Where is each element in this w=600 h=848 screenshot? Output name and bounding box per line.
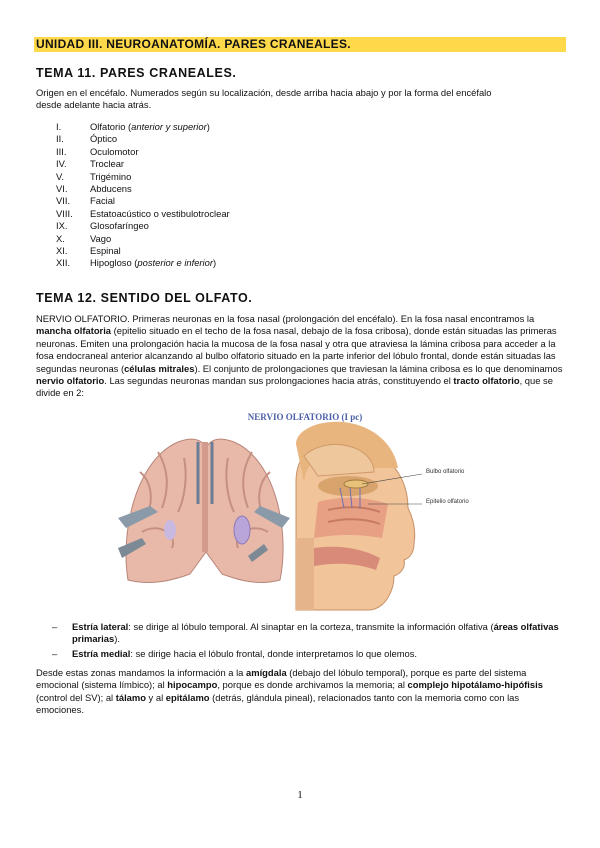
p1-text-f: , que se divide en 2: <box>36 375 553 399</box>
head-sagittal-illustration <box>296 422 415 610</box>
cranial-nerve-list <box>56 121 376 270</box>
bullet-dash: – <box>52 647 58 659</box>
term-hipocampo: hipocampo <box>167 679 218 691</box>
bullet-dash: – <box>52 621 58 632</box>
term-tracto-olfatorio: tracto olfatorio <box>453 375 520 387</box>
p2-text-c: (debajo del lóbulo temporal), porque es parte del sistema emocional (sistema límbico); al <box>36 667 527 691</box>
tema11-intro <box>36 87 566 112</box>
p1-text-e: . Las segundas neuronas mandan sus prolongaciones hacia atrás, constituyendo el <box>104 375 454 387</box>
p1-text-c: (epitelio situado en el techo de la fosa nasal, debajo de la fosa cribosa), donde están situadas las primeras neuronas. Emiten una prolongación hacia la mucosa de la fosa nasal y otra que atraviesa la lámina cribosa para acceder a la fosa endocraneal anterior alcanzando al bulbo olfatorio situado en la parte inferior del lóbulo frontal, donde están situadas las segundas neuronas ( <box>36 325 557 374</box>
list-item <box>56 245 376 257</box>
list-item <box>56 233 376 245</box>
tema11-intro-line1: Origen en el encéfalo. Numerados según su localización, desde arriba hacia abajo y por la forma del encéfalo <box>36 87 492 98</box>
term-nervio-olfatorio: nervio olfatorio <box>36 375 105 387</box>
p1-text-d: ). El conjunto de prolongaciones que traviesan la lámina cribosa es lo que denominamos <box>194 362 563 374</box>
nerve-number: II. <box>56 133 64 145</box>
bullet-text-a: : se dirige al lóbulo temporal. Al sinaptar en la corteza, transmite la información olfativa ( <box>128 621 494 632</box>
list-item <box>56 257 376 269</box>
list-item <box>52 648 568 660</box>
nerve-name: Glosofaríngeo <box>90 220 149 232</box>
tema12-heading: TEMA 12. SENTIDO DEL OLFATO. <box>36 291 253 305</box>
olfactory-nerve-figure <box>118 412 492 612</box>
nerve-number: X. <box>56 232 65 244</box>
nerve-name: Abducens <box>90 182 132 194</box>
list-item <box>56 220 376 232</box>
nerve-number: IX. <box>56 220 68 232</box>
nerve-number: V. <box>56 170 64 182</box>
p1-text-a: NERVIO OLFATORIO. Primeras neuronas en la fosa nasal (prolongación del encéfalo). En la fosa nasal encontramos la <box>36 313 535 324</box>
term-complejo-hipotalamo-hipofisis: complejo hipotálamo-hipófisis <box>407 679 543 691</box>
list-item <box>56 146 376 158</box>
stria-list <box>52 621 568 662</box>
list-item <box>52 621 568 646</box>
tema11-heading: TEMA 11. PARES CRANEALES. <box>36 66 237 80</box>
nerve-note-close: ) <box>212 257 217 269</box>
p2-text-d: , porque es donde archivamos la memoria; al <box>217 679 408 691</box>
nerve-name: Oculomotor <box>90 145 139 157</box>
page-number: 1 <box>297 789 303 801</box>
term-epitalamo: epitálamo <box>165 691 210 703</box>
unit-title: UNIDAD III. NEUROANATOMÍA. PARES CRANEALES. <box>36 37 351 51</box>
nerve-note: posterior e inferior <box>137 257 213 269</box>
nerve-name: Estatoacústico o vestibulotroclear <box>90 207 230 219</box>
nerve-number: VIII. <box>56 207 73 219</box>
tema12-paragraph-2 <box>36 667 566 717</box>
list-item <box>56 208 376 220</box>
term-celulas-mitrales: células mitrales <box>124 362 195 374</box>
figure-illustration <box>118 412 492 612</box>
term-estria-medial: Estría medial <box>72 647 131 659</box>
figure-title: NERVIO OLFATORIO (I pc) <box>247 412 363 422</box>
p2-text-a: Desde estas zonas mandamos la información a la <box>36 667 247 678</box>
nerve-note-close: ) <box>206 121 210 132</box>
term-amigdala: amígdala <box>246 667 287 678</box>
nerve-name: Olfatorio ( <box>90 121 132 132</box>
nerve-number: III. <box>56 145 67 157</box>
list-item <box>56 158 376 170</box>
p2-text-f: y al <box>145 691 166 703</box>
nerve-number: XII. <box>56 257 71 269</box>
list-item <box>56 171 376 183</box>
tema11-intro-line2: desde adelante hacia atrás. <box>36 99 152 111</box>
bullet-text-c: ). <box>114 633 120 645</box>
nerve-name: Espinal <box>90 244 121 256</box>
nerve-note: anterior y superior <box>131 121 207 132</box>
nerve-number: I. <box>56 121 62 132</box>
tema12-paragraph-1 <box>36 313 566 400</box>
nerve-number: VII. <box>56 195 71 207</box>
nerve-number: XI. <box>56 244 68 256</box>
nerve-name: Troclear <box>90 158 125 170</box>
term-estria-lateral: Estría lateral <box>72 621 129 632</box>
p2-text-e: (control del SV); al <box>36 691 116 703</box>
nerve-number: VI. <box>56 182 68 194</box>
nerve-name: Óptico <box>90 133 118 145</box>
term-talamo: tálamo <box>115 691 146 703</box>
nerve-number: IV. <box>56 158 67 170</box>
bullet-text-a: : se dirige hacia el lóbulo frontal, donde interpretamos lo que olemos. <box>130 647 418 659</box>
nerve-name: Trigémino <box>90 170 132 182</box>
nerve-name: Hipogloso ( <box>90 257 138 269</box>
list-item <box>56 133 376 145</box>
list-item <box>56 183 376 195</box>
list-item <box>56 195 376 207</box>
list-item <box>56 121 376 133</box>
nerve-name: Facial <box>90 195 116 207</box>
label-epitelio-olfatorio: Epitelio olfatorio <box>426 499 469 505</box>
brain-illustration <box>118 439 290 582</box>
term-mancha-olfatoria: mancha olfatoria <box>36 325 112 337</box>
term-areas-olfativas: áreas olfativas primarias <box>72 621 559 645</box>
label-bulbo-olfatorio: Bulbo olfatorio <box>426 469 465 475</box>
p2-text-g: (detrás, glándula pineal), relacionados tanto con la memoria como con las emociones. <box>36 691 520 716</box>
nerve-name: Vago <box>90 232 112 244</box>
